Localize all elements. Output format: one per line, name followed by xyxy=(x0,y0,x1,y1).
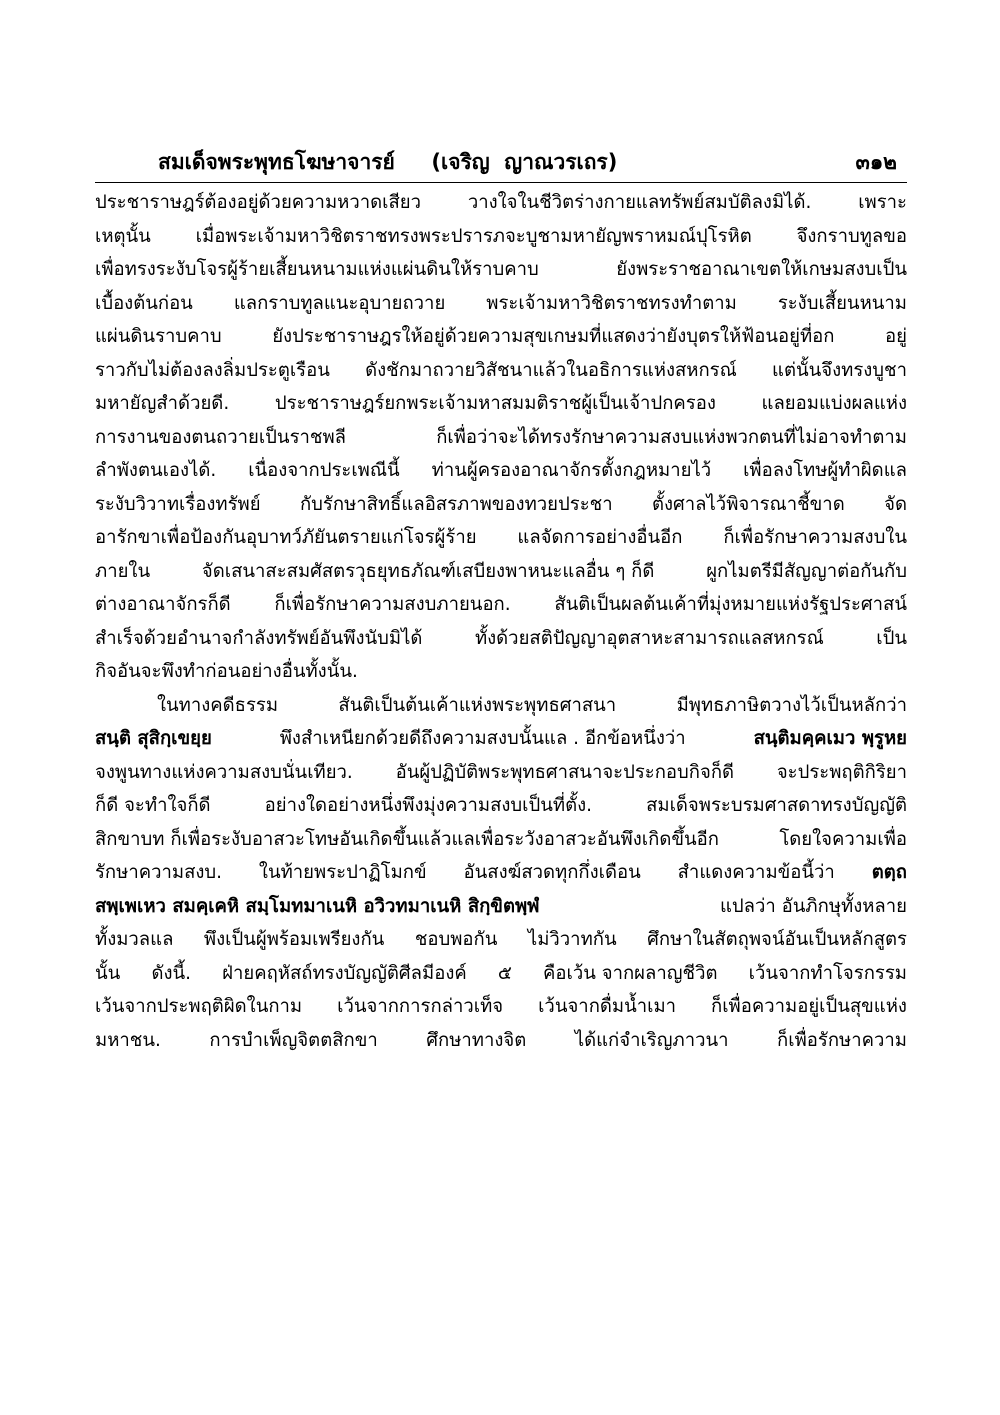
text-segment: ก็เพื่อความอยู่เป็นสุขแห่ง xyxy=(711,996,907,1017)
text-segment: ตั้งศาลไว้พิจารณาชี้ขาด xyxy=(651,493,845,515)
text-segment: เพราะ xyxy=(858,192,907,213)
text-segment: ก็เพื่อรักษาความ xyxy=(777,1029,907,1051)
text-segment: เพื่อทรงระงับโจรผู้ร้ายเสี้ยนหนามแห่งแผ่นดินให้ราบคาบ xyxy=(95,259,539,280)
text-segment: เหตุนั้น xyxy=(95,225,151,247)
text-segment: เว้นจากดื่มน้ำเมา xyxy=(538,996,677,1017)
text-line xyxy=(95,856,907,890)
text-segment: ระงับวิวาทเรื่องทรัพย์ xyxy=(95,493,261,515)
text-segment: โดยใจความเพื่อ xyxy=(779,828,907,850)
pali-term: สพฺเพเหว สมคฺเคหิ สมฺโมทมาเนหิ อวิวทมาเนหิ สิกฺขิตพฺพํ xyxy=(95,895,540,917)
text-segment: อยู่ xyxy=(885,326,907,347)
text-line xyxy=(95,488,907,522)
text-segment: ภายใน xyxy=(95,560,151,582)
text-line xyxy=(95,555,907,589)
text-segment: จะประพฤติกิริยา xyxy=(776,761,907,783)
text-segment: ประชาราษฎร์ต้องอยู่ด้วยความหวาดเสียว xyxy=(95,192,421,213)
text-segment: อย่างใดอย่างหนึ่งพึงมุ่งความสงบเป็นที่ตั้ง. xyxy=(264,795,593,816)
text-segment: แปลว่า อันภิกษุทั้งหลาย xyxy=(720,895,907,917)
text-segment: จึงกราบทูลขอ xyxy=(796,225,907,247)
text-line xyxy=(95,220,907,254)
text-line xyxy=(95,320,907,354)
text-segment: แผ่นดินราบคาบ xyxy=(95,326,222,347)
text-line xyxy=(95,622,907,656)
text-segment: จัด xyxy=(884,493,907,515)
text-segment: สมเด็จพระบรมศาสดาทรงบัญญัติ xyxy=(646,795,907,816)
text-segment: สำแดงความข้อนี้ว่า xyxy=(677,862,835,883)
text-segment: มหายัญสำด้วยดี. xyxy=(95,393,230,414)
text-line xyxy=(95,722,907,756)
text-segment: เว้นจากการกล่าวเท็จ xyxy=(337,996,504,1017)
text-segment: เพื่อลงโทษผู้ทำผิดแล xyxy=(743,460,907,481)
text-line xyxy=(95,890,907,924)
page-number: ๓๑๒ xyxy=(855,150,897,174)
text-line xyxy=(95,689,907,723)
text-segment: นั้น xyxy=(95,962,121,984)
text-segment: แลยอมแบ่งผลแห่ง xyxy=(761,393,907,414)
text-segment: เว้นจากทำโจรกรรม xyxy=(748,962,907,984)
text-segment: มหาชน. xyxy=(95,1029,161,1051)
text-line xyxy=(95,253,907,287)
text-line xyxy=(95,421,907,455)
text-segment: เบื้องต้นก่อน xyxy=(95,292,193,314)
text-segment: แลกราบทูลแนะอุบายถวาย xyxy=(233,292,446,314)
text-segment: ประชาราษฎร์ยกพระเจ้ามหาสมมติราชผู้เป็นเจ้าปกครอง xyxy=(274,393,716,414)
text-segment: ฝ่ายคฤหัสถ์ทรงบัญญัติศีลมีองค์ xyxy=(222,962,467,984)
text-segment: เนื่องจากประเพณีนี้ xyxy=(248,460,400,481)
text-segment: การงานของตนถวายเป็นราชพลี xyxy=(95,426,346,448)
text-segment: ยังพระราชอาณาเขตให้เกษมสงบเป็น xyxy=(616,259,907,280)
text-line xyxy=(95,521,907,555)
text-line xyxy=(95,823,907,857)
text-segment: ชอบพอกัน xyxy=(414,929,498,950)
text-line xyxy=(95,454,907,488)
text-segment: ได้แก่จำเริญภาวนา xyxy=(574,1029,729,1051)
text-segment: ก็เพื่อรักษาความสงบใน xyxy=(723,527,907,548)
text-segment: เว้นจากประพฤติผิดในกาม xyxy=(95,996,303,1017)
text-line xyxy=(95,287,907,321)
text-segment: ยังประชาราษฎรให้อยู่ด้วยความสุขเกษมที่แสดงว่ายังบุตรให้ฟ้อนอยู่ที่อก xyxy=(272,326,835,347)
text-segment: กับรักษาสิทธิ์แลอิสรภาพของทวยประชา xyxy=(299,493,613,515)
text-segment: กิจอันจะพึงทำก่อนอย่างอื่นทั้งนั้น. xyxy=(95,661,358,682)
text-segment: ก็เพื่อว่าจะได้ทรงรักษาความสงบแห่งพวกตนที่ไม่อาจทำตาม xyxy=(436,426,907,448)
text-line xyxy=(95,957,907,991)
text-line xyxy=(95,186,907,220)
text-segment: ศึกษาในสัตถุพจน์อันเป็นหลักสูตร xyxy=(647,929,907,950)
text-segment: ระงับเสี้ยนหนาม xyxy=(777,292,907,314)
text-segment: พึงเป็นผู้พร้อมเพรียงกัน xyxy=(203,929,385,950)
text-segment: ผูกไมตรีมีสัญญาต่อกันกับ xyxy=(706,560,907,582)
text-segment: ท่านผู้ครองอาณาจักรตั้งกฎหมายไว้ xyxy=(431,460,712,481)
text-segment: ดังชักมาถวายวิสัชนาแล้วในอธิการแห่งสหกรณ์ xyxy=(365,359,737,381)
text-segment: แต่นั้นจึงทรงบูชา xyxy=(772,359,907,381)
pali-term: สนฺติมคฺคเมว พฺรูหย xyxy=(753,728,907,749)
text-segment: ลำพังตนเองได้. xyxy=(95,460,217,481)
text-segment: ศึกษาทางจิต xyxy=(426,1029,527,1051)
text-segment: การบำเพ็ญจิตตสิกขา xyxy=(209,1029,378,1051)
text-segment: สันติเป็นผลต้นเค้าที่มุ่งหมายแห่งรัฐประศาสน์ xyxy=(554,594,907,615)
text-segment: จัดเสนาสะสมศัสตรวุธยุทธภัณฑ์เสบียงพาหนะแลอื่น ๆ ก็ดี xyxy=(201,560,655,582)
text-line xyxy=(95,990,907,1024)
text-segment: จงพูนทางแห่งความสงบนั่นเทียว. xyxy=(95,761,353,783)
text-segment: เมื่อพระเจ้ามหาวิชิตราชทรงพระปรารภจะบูชามหายัญพราหมณ์ปุโรหิต xyxy=(195,225,752,247)
text-line xyxy=(95,354,907,388)
text-line xyxy=(95,655,907,689)
text-segment: ทั้งมวลแล xyxy=(95,929,174,950)
text-segment: ทั้งด้วยสติปัญญาอุตสาหะสามารถแลสหกรณ์ xyxy=(474,627,824,649)
text-line xyxy=(95,923,907,957)
text-line xyxy=(95,588,907,622)
text-segment: ดังนี้. xyxy=(151,962,192,984)
text-segment: ราวกับไม่ต้องลงลิ่มประตูเรือน xyxy=(95,359,330,381)
text-segment: พึงสำเหนียกด้วยดีถึงความสงบนั้นแล . อีกข้อหนึ่งว่า xyxy=(279,728,686,749)
text-segment: อารักขาเพื่อป้องกันอุบาทว์ภัยันตรายแก่โจรผู้ร้าย xyxy=(95,527,477,548)
running-title: สมเด็จพระพุทธโฆษาจารย์ (เจริญ ญาณวรเถร) xyxy=(158,150,618,174)
text-segment: ในท้ายพระปาฏิโมกข์ xyxy=(258,862,427,883)
text-segment: อันสงฆ์สวดทุกกึ่งเดือน xyxy=(463,862,641,883)
text-segment: ในทางคดีธรรม xyxy=(157,694,279,716)
text-segment: สิกขาบท ก็เพื่อระงับอาสวะโทษอันเกิดขึ้นแล้วแลเพื่อระวังอาสวะอันพึงเกิดขึ้นอีก xyxy=(95,828,719,850)
text-segment: สำเร็จด้วยอำนาจกำลังทรัพย์อันพึงนับมิได้ xyxy=(95,627,423,649)
text-line xyxy=(95,1024,907,1058)
text-segment: สันติเป็นต้นเค้าแห่งพระพุทธศาสนา xyxy=(338,694,617,716)
text-segment: เป็น xyxy=(876,627,907,649)
text-segment: รักษาความสงบ. xyxy=(95,862,223,883)
text-segment: วางใจในชีวิตร่างกายแลทรัพย์สมบัติลงมิได้. xyxy=(467,192,812,213)
text-segment: มีพุทธภาษิตวางไว้เป็นหลักว่า xyxy=(676,694,907,716)
text-segment: พระเจ้ามหาวิชิตราชทรงทำตาม xyxy=(486,292,737,314)
pali-term: สนฺติ สุสิกฺเขยฺย xyxy=(95,728,212,749)
page-header xyxy=(95,140,907,183)
text-segment: ไม่วิวาทกัน xyxy=(527,929,617,950)
text-line xyxy=(95,756,907,790)
pali-term: ตตฺถ xyxy=(871,862,907,883)
text-line xyxy=(95,387,907,421)
text-segment: ก็เพื่อรักษาความสงบภายนอก. xyxy=(274,594,511,615)
text-segment: แลจัดการอย่างอื่นอีก xyxy=(517,527,683,548)
text-segment: คือเว้น จากผลาญชีวิต xyxy=(543,962,718,984)
text-segment: ก็ดี จะทำใจก็ดี xyxy=(95,795,211,816)
text-segment: ต่างอาณาจักรก็ดี xyxy=(95,594,231,615)
body-text xyxy=(95,186,907,1057)
text-segment: อันผู้ปฏิบัติพระพุทธศาสนาจะประกอบกิจก็ดี xyxy=(395,761,735,783)
text-segment: ๕ xyxy=(497,962,512,984)
text-line xyxy=(95,789,907,823)
